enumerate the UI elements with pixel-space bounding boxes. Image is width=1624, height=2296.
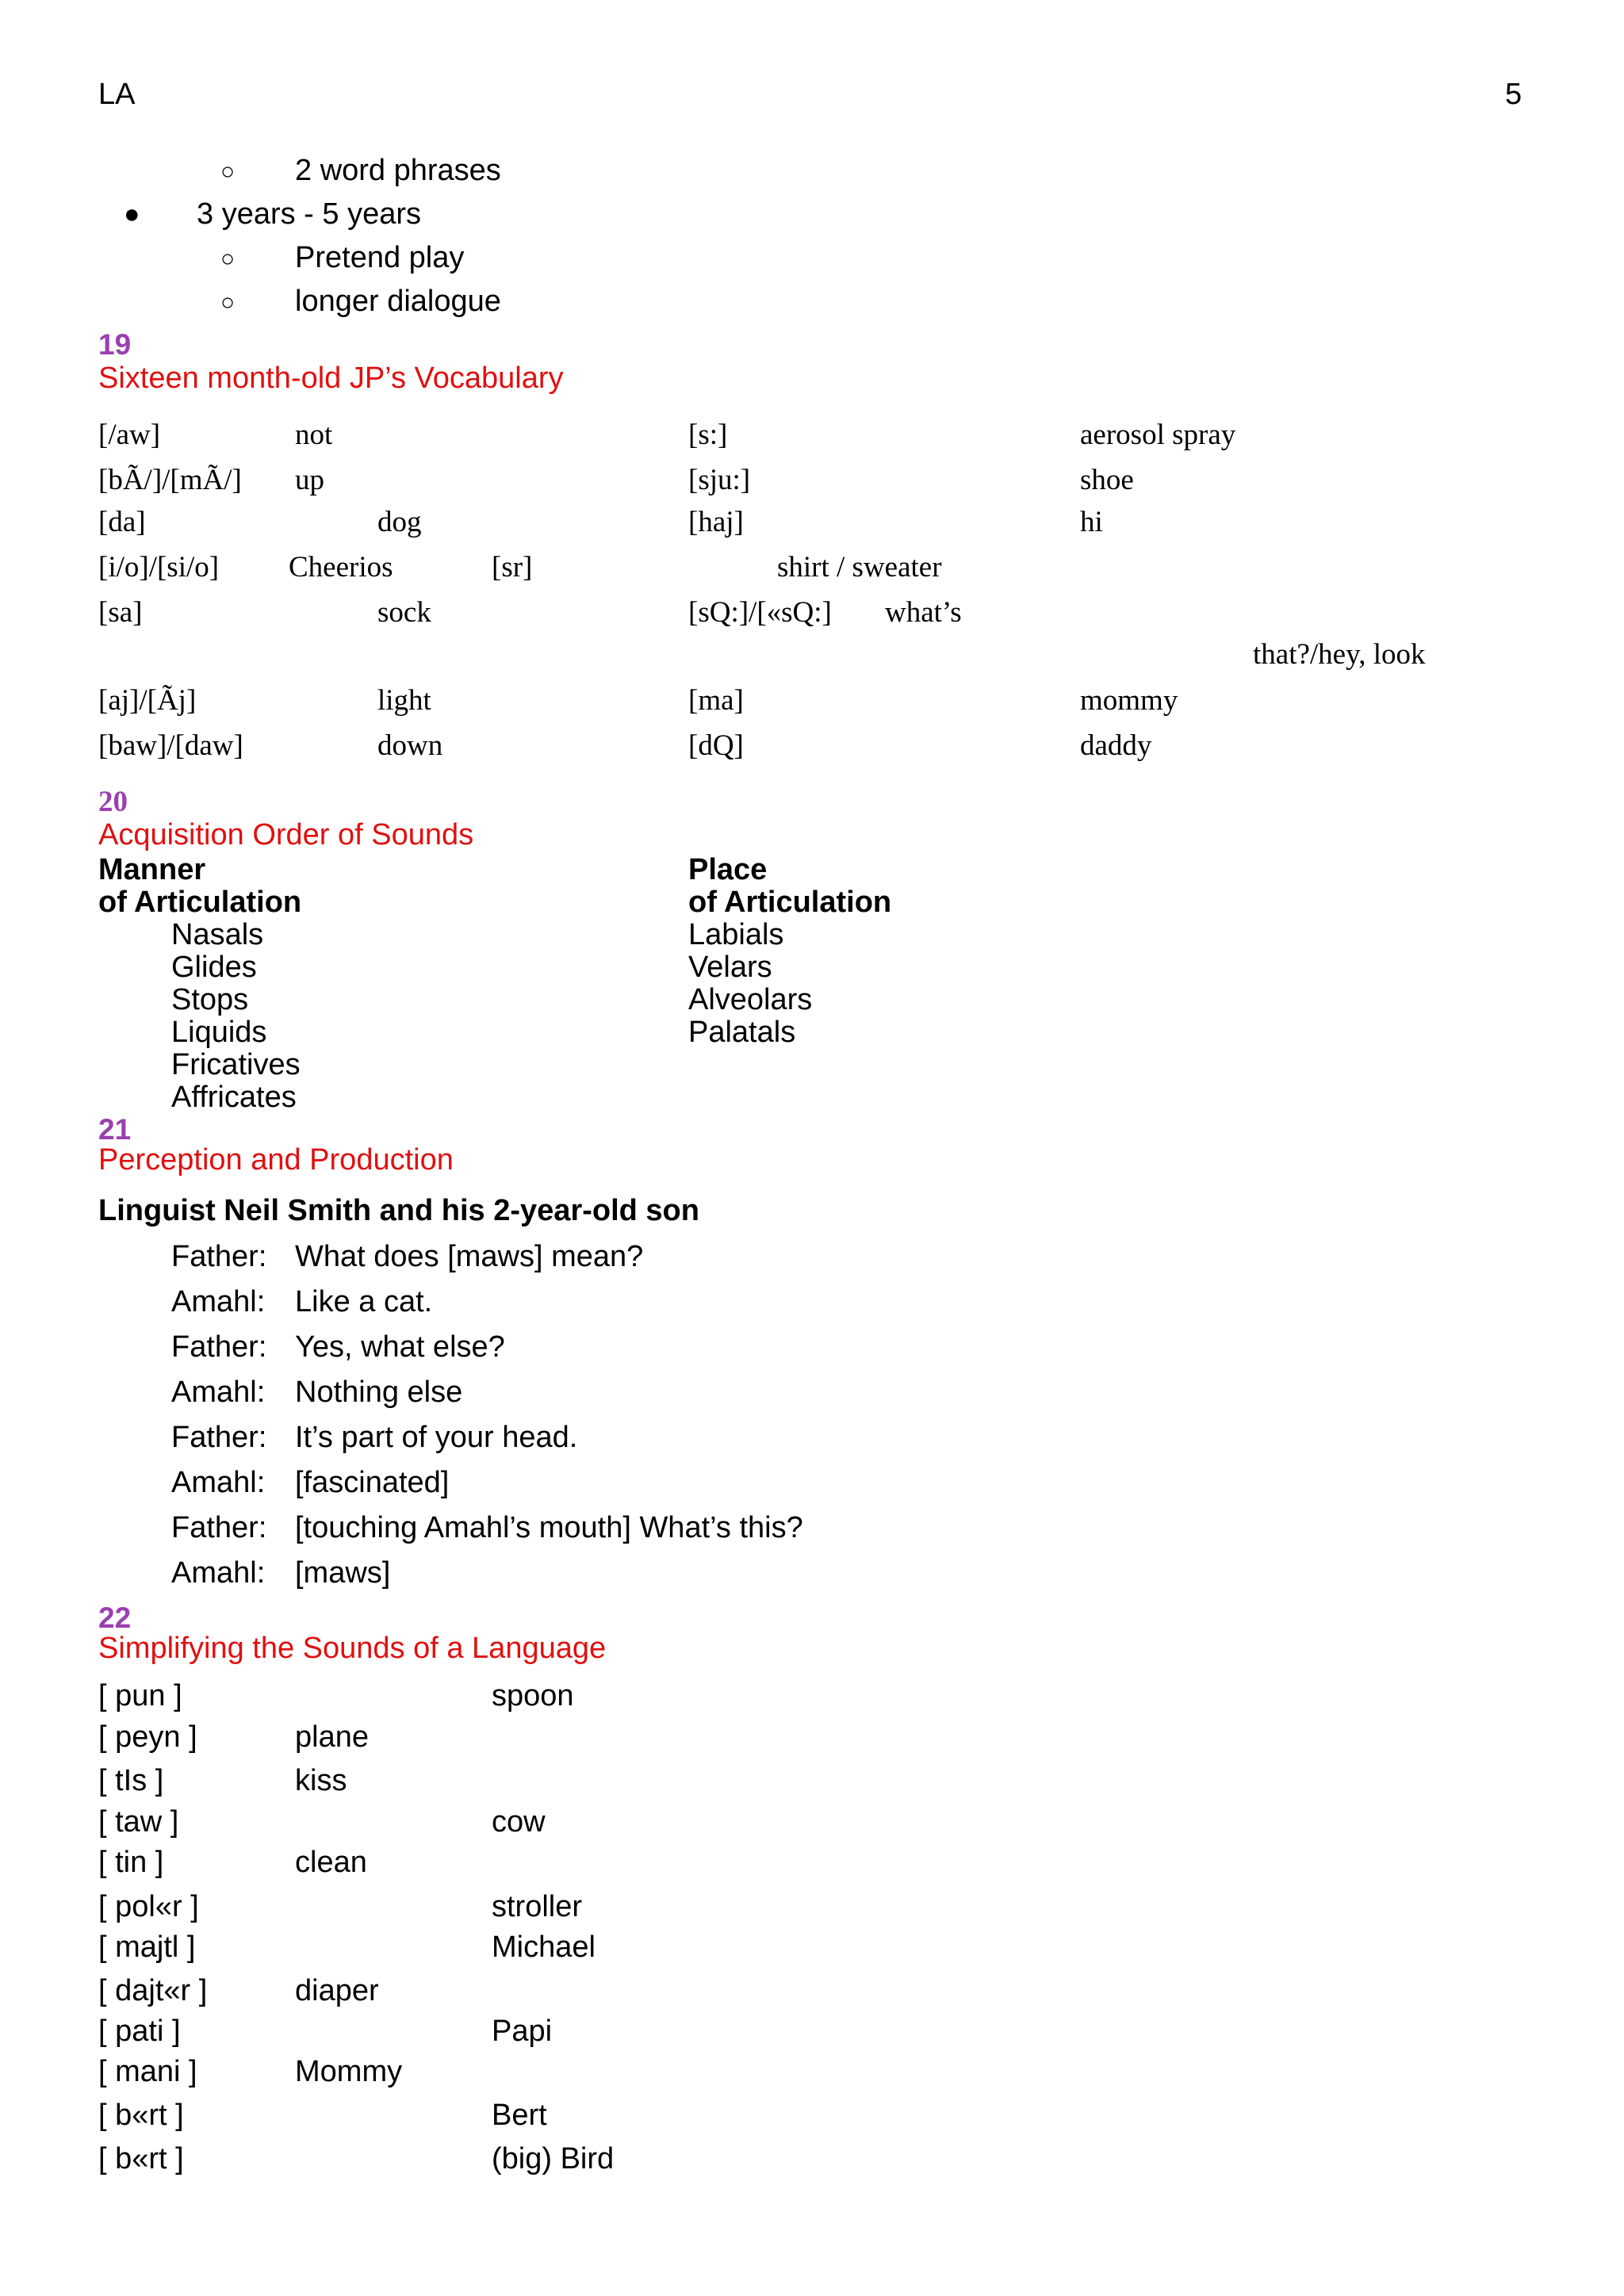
ipa-cell: [ taw ] [98,1805,179,1839]
speaker-label: Father: [171,1240,267,1273]
dialogue-line: What does [maws] mean? [295,1240,644,1273]
dialogue-line: [fascinated] [295,1466,450,1499]
list-item: Labials [688,918,784,951]
section-title: Simplifying the Sounds of a Language [98,1632,607,1665]
column-heading: Manner [98,853,206,886]
ipa-cell: [aj]/[Ãj] [98,684,197,717]
list-item: Glides [171,951,257,984]
ipa-cell: [bÃ/]/[mÃ/] [98,464,242,496]
ipa-cell: [ pol«r ] [98,1890,199,1923]
list-item: Alveolars [688,983,813,1016]
dialogue-line: Like a cat. [295,1285,433,1318]
ipa-cell: [s:] [688,419,728,451]
ipa-cell: [ b«rt ] [98,2099,184,2132]
ipa-cell: [sju:] [688,464,751,496]
list-item: longer dialogue [295,285,501,318]
speaker-label: Amahl: [171,1376,266,1409]
ipa-cell: [i/o]/[si/o] [98,551,220,584]
section-title: Perception and Production [98,1143,454,1177]
list-item: Fricatives [171,1048,301,1081]
ipa-cell: [ pun ] [98,1679,182,1712]
word-cell: cow [492,1805,546,1839]
column-heading: Place [688,853,768,886]
ipa-cell: [ tIs ] [98,1764,164,1797]
dialogue-line: Nothing else [295,1376,463,1409]
gloss-cell: sock [377,596,431,629]
ipa-cell: [dQ] [688,729,744,762]
ipa-cell: [sQ:]/[«sQ:] [688,596,832,629]
ipa-cell: [sa] [98,596,143,629]
ipa-cell: [sr] [492,551,533,584]
section-number: 21 [98,1113,132,1146]
dialogue-line: [maws] [295,1556,391,1590]
word-cell: Papi [492,2015,553,2048]
page-number: 5 [1505,78,1522,111]
section-number: 22 [98,1601,132,1634]
hollow-bullet-icon: ○ [220,246,236,272]
gloss-cell: down [377,729,443,762]
list-item: Palatals [688,1016,796,1049]
ipa-cell: [/aw] [98,419,161,451]
list-item: Velars [688,951,772,984]
section-number: 19 [98,328,132,361]
column-heading: of Articulation [688,886,892,919]
gloss-cell: not [295,419,333,451]
list-item: Nasals [171,918,264,951]
gloss-cell: aerosol spray [1080,419,1236,451]
gloss-cell: up [295,464,324,496]
list-item: Liquids [171,1016,267,1049]
ipa-cell: [ pati ] [98,2015,181,2048]
ipa-cell: [baw]/[daw] [98,729,243,762]
section-number: 20 [98,786,128,818]
word-cell: kiss [295,1764,347,1797]
list-item: 3 years - 5 years [197,197,421,231]
word-cell: stroller [492,1890,583,1923]
ipa-cell: [ mani ] [98,2055,197,2088]
hollow-bullet-icon: ○ [220,289,236,316]
solid-bullet-icon: ● [124,199,140,229]
speaker-label: Father: [171,1330,267,1364]
gloss-cell: hi [1080,506,1103,538]
speaker-label: Amahl: [171,1466,266,1499]
ipa-cell: [ peyn ] [98,1720,197,1754]
speaker-label: Father: [171,1511,267,1544]
dialogue-line: It’s part of your head. [295,1421,578,1454]
word-cell: diaper [295,1974,379,2007]
gloss-cell: daddy [1080,729,1152,762]
ipa-cell: [ majtl ] [98,1931,196,1964]
header-left: LA [98,78,136,111]
gloss-cell: mommy [1080,684,1178,717]
speaker-label: Amahl: [171,1556,266,1590]
word-cell: clean [295,1846,367,1879]
gloss-cell: light [377,684,431,717]
column-heading: of Articulation [98,886,302,919]
dialogue-line: Yes, what else? [295,1330,505,1364]
gloss-cell: Cheerios [289,551,393,584]
list-item: 2 word phrases [295,154,501,187]
word-cell: spoon [492,1679,574,1712]
word-cell: Mommy [295,2055,403,2088]
word-cell: plane [295,1720,369,1754]
ipa-cell: [ b«rt ] [98,2142,184,2175]
ipa-cell: [ma] [688,684,744,717]
gloss-cell: shirt / sweater [777,551,942,584]
speaker-label: Father: [171,1421,267,1454]
word-cell: Michael [492,1931,596,1964]
section-title: Sixteen month-old JP’s Vocabulary [98,362,564,395]
ipa-cell: [haj] [688,506,744,538]
word-cell: Bert [492,2099,547,2132]
section-title: Acquisition Order of Sounds [98,818,474,851]
word-cell: (big) Bird [492,2142,615,2175]
list-item: Stops [171,983,249,1016]
list-item: Pretend play [295,241,465,274]
list-item: Affricates [171,1081,297,1114]
section-subtitle: Linguist Neil Smith and his 2-year-old son [98,1194,699,1227]
dialogue-line: [touching Amahl’s mouth] What’s this? [295,1511,803,1544]
gloss-cell: that?/hey, look [1253,638,1426,671]
ipa-cell: [ dajt«r ] [98,1974,208,2007]
ipa-cell: [ tin ] [98,1846,164,1879]
gloss-cell: what’s [885,596,962,629]
gloss-cell: shoe [1080,464,1134,496]
gloss-cell: dog [377,506,422,538]
ipa-cell: [da] [98,506,146,538]
hollow-bullet-icon: ○ [220,159,236,185]
speaker-label: Amahl: [171,1285,266,1318]
